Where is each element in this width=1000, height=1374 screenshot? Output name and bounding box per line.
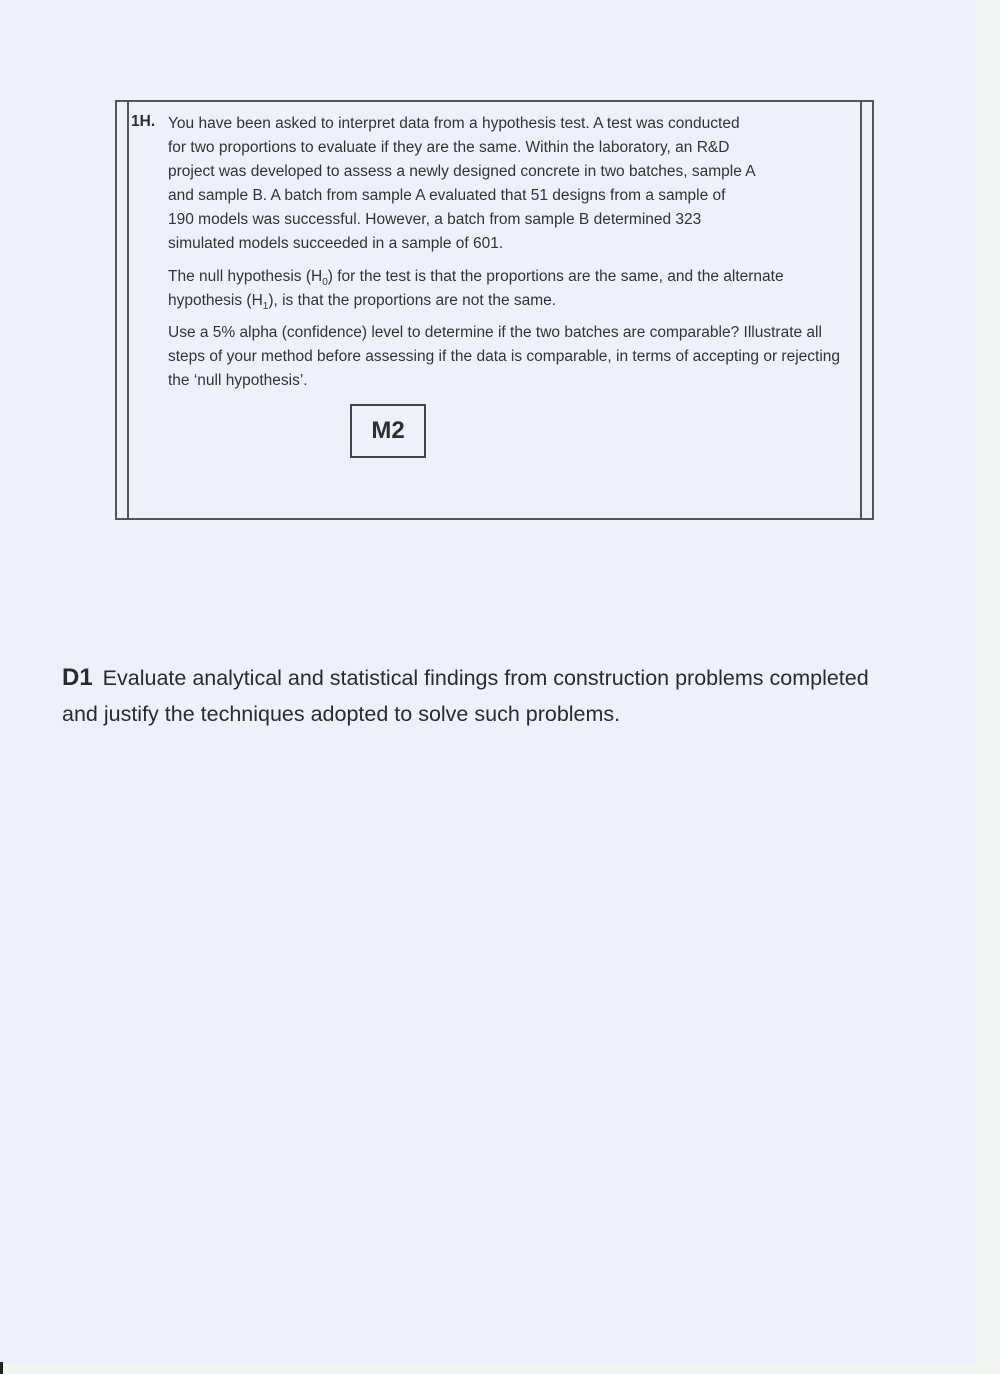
subscript: 1	[262, 301, 269, 313]
text: The null hypothesis (H	[168, 268, 323, 285]
scan-edge-strip	[975, 0, 1000, 1374]
line: 190 models was successful. However, a batch from sample B determined 323	[168, 211, 702, 228]
criterion-code: D1	[62, 664, 93, 691]
subscript: 0	[322, 277, 328, 289]
line: for two proportions to evaluate if they are the same. Within the laboratory, an R&D	[168, 139, 730, 156]
question-number: 1H.	[131, 113, 156, 130]
box-inner-left-border	[127, 102, 129, 518]
question-body	[168, 112, 858, 401]
criterion-d1	[62, 660, 882, 732]
criterion-text: Evaluate analytical and statistical findings from construction problems completed and justify the techniques adopted to solve such problems.	[62, 666, 869, 726]
box-inner-right-border	[860, 102, 862, 518]
criterion-badge-m2: M2	[350, 404, 426, 458]
question-paragraph-hypotheses	[168, 265, 858, 313]
question-paragraph-scenario	[168, 112, 858, 256]
line: project was developed to assess a newly designed concrete in two batches, sample A	[168, 163, 756, 180]
text: ) for the test is that the proportions are the same, and the alternate hypothesis (H	[168, 268, 784, 309]
question-paragraph-instructions: Use a 5% alpha (confidence) level to determine if the two batches are comparable? Illustrate all steps of your method before assessing if the data is comparable, in terms of accepting or rejecting the ‘null hypothesis’.	[168, 324, 841, 389]
scan-bottom-strip	[0, 1364, 1000, 1374]
line: and sample B. A batch from sample A evaluated that 51 designs from a sample of	[168, 187, 726, 204]
question-box	[115, 100, 874, 520]
text: ), is that the proportions are not the same.	[268, 292, 557, 309]
line: You have been asked to interpret data from a hypothesis test. A test was conducted	[168, 115, 740, 132]
scan-mark	[0, 1362, 3, 1374]
line: simulated models succeeded in a sample of 601.	[168, 235, 504, 252]
